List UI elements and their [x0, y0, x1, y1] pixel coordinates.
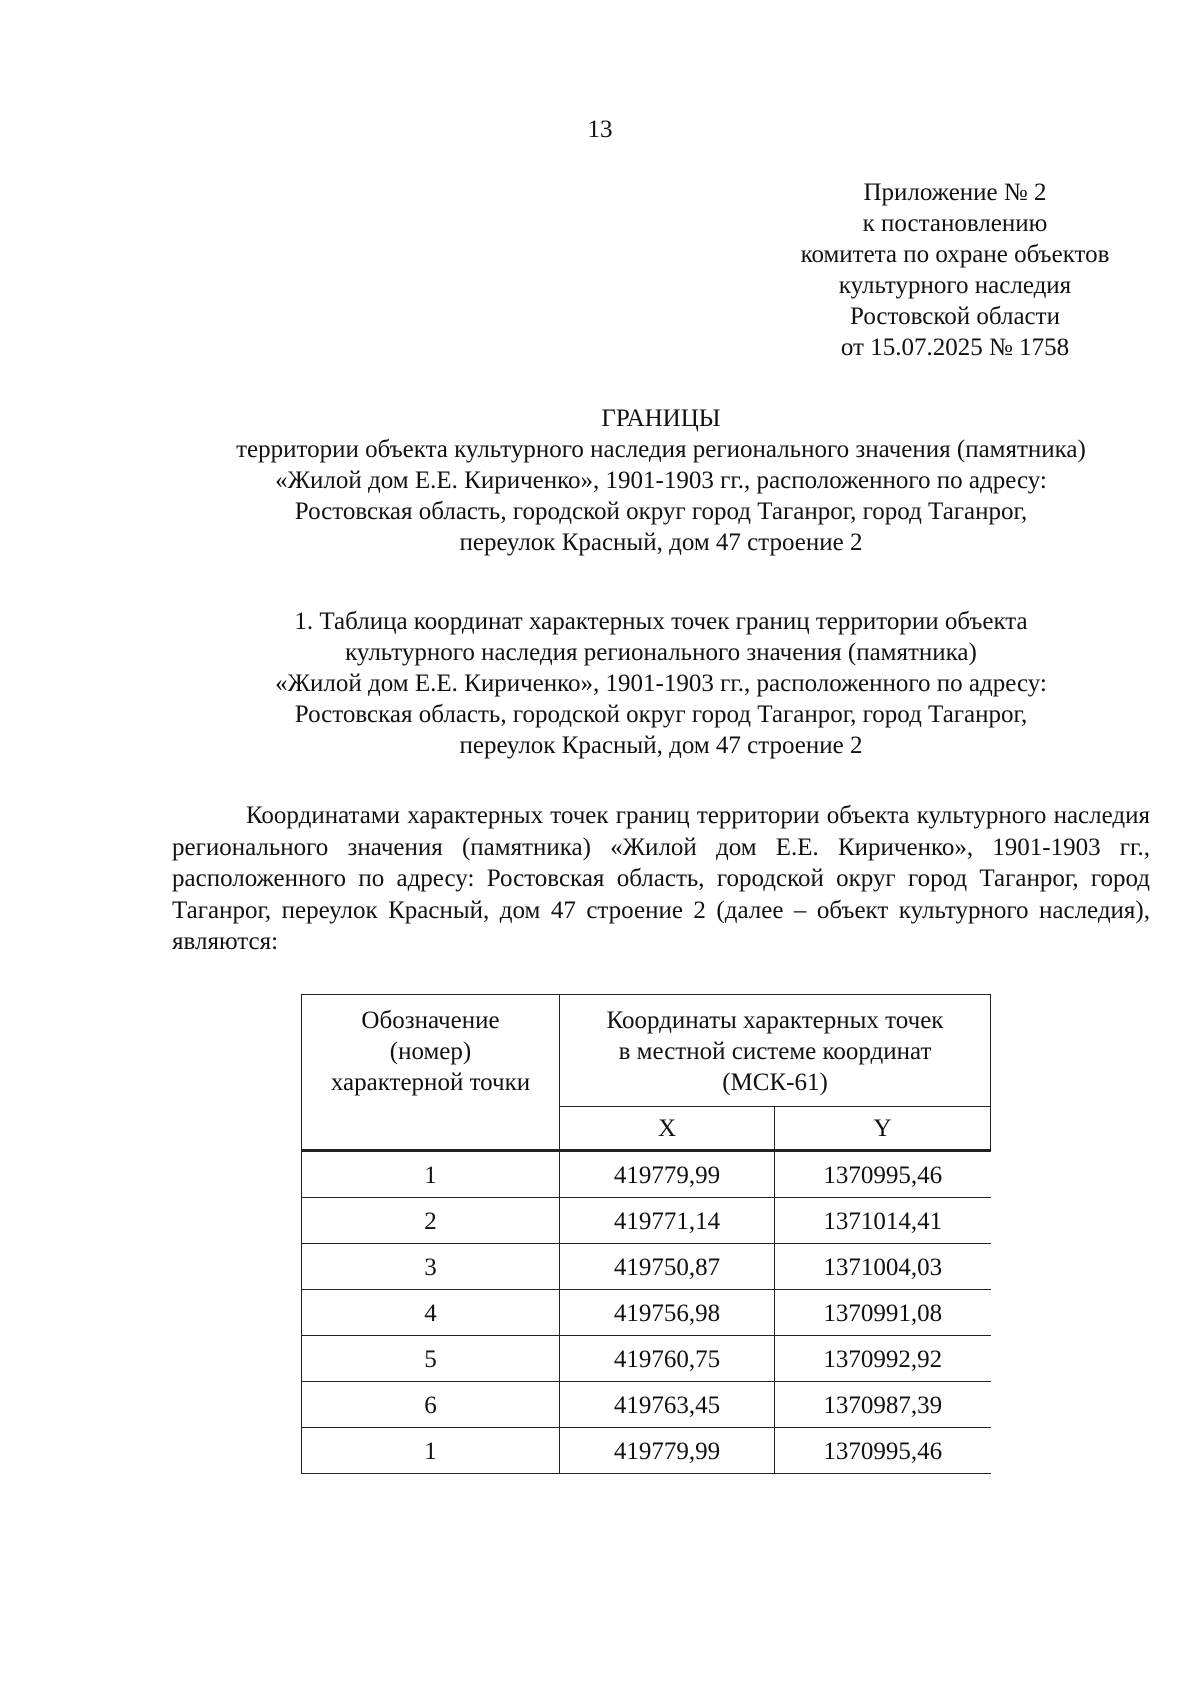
y-cell: 1370987,39 [775, 1382, 991, 1428]
appendix-line: Приложение № 2 [863, 179, 1047, 206]
point-cell: 1 [302, 1151, 560, 1198]
document-subtitle-line: «Жилой дом Е.Е. Кириченко», 1901-1903 гг., расположенного по адресу: [275, 467, 1047, 494]
section-heading-line: культурного наследия регионального значения (памятника) [345, 639, 977, 666]
x-cell: 419779,99 [560, 1151, 775, 1198]
y-cell: 1371004,03 [775, 1244, 991, 1290]
section-heading-line: 1. Таблица координат характерных точек границ территории объекта [294, 608, 1028, 635]
table-header-row [302, 995, 991, 1107]
x-cell: 419779,99 [560, 1428, 775, 1474]
section-heading-line: Ростовская область, городской округ город Таганрог, город Таганрог, [294, 701, 1028, 728]
document-title: ГРАНИЦЫ [601, 405, 721, 432]
point-column-header [302, 995, 560, 1151]
x-cell: 419756,98 [560, 1290, 775, 1336]
point-cell: 3 [302, 1244, 560, 1290]
page-number: 13 [587, 116, 613, 143]
appendix-line: к постановлению [862, 210, 1048, 237]
y-cell: 1370991,08 [775, 1290, 991, 1336]
x-cell: 419760,75 [560, 1336, 775, 1382]
table-row [302, 1336, 991, 1382]
point-cell: 2 [302, 1198, 560, 1244]
table-row [302, 1244, 991, 1290]
x-cell: 419750,87 [560, 1244, 775, 1290]
point-cell: 1 [302, 1428, 560, 1474]
section-heading-line: «Жилой дом Е.Е. Кириченко», 1901-1903 гг., расположенного по адресу: [275, 670, 1047, 697]
header-line: (МСК-61) [722, 1069, 828, 1096]
appendix-line: культурного наследия [838, 272, 1072, 299]
y-column-header: Y [775, 1107, 991, 1151]
table-row [302, 1382, 991, 1428]
y-cell: 1370995,46 [775, 1151, 991, 1198]
point-cell: 4 [302, 1290, 560, 1336]
header-line: в местной системе координат [618, 1038, 932, 1065]
x-cell: 419763,45 [560, 1382, 775, 1428]
header-line: Обозначение [361, 1007, 500, 1034]
table-row [302, 1290, 991, 1336]
section-heading-line: переулок Красный, дом 47 строение 2 [459, 732, 863, 759]
header-line: характерной точки [330, 1069, 531, 1096]
intro-paragraph: Координатами характерных точек границ территории объекта культурного наследия регионального значения (памятника) «Жилой дом Е.Е. Кириченко», 1901-1903 гг., расположенного по адресу: Ростовская область, городской округ город Таганрог, город Таганрог, переулок Красный, дом 47 строение 2 (далее – объект культурного наследия), являются: [172, 802, 1150, 955]
header-line: Координаты характерных точек [606, 1007, 944, 1034]
coordinates-column-header [560, 995, 991, 1107]
section-heading [172, 606, 1150, 761]
x-column-header: X [560, 1107, 775, 1151]
document-heading [172, 403, 1150, 558]
x-cell: 419771,14 [560, 1198, 775, 1244]
y-cell: 1371014,41 [775, 1198, 991, 1244]
point-cell: 6 [302, 1382, 560, 1428]
appendix-line: комитета по охране объектов [800, 241, 1110, 268]
header-line: (номер) [389, 1038, 472, 1065]
table-row [302, 1428, 991, 1474]
appendix-line: от 15.07.2025 № 1758 [840, 334, 1070, 361]
table-row [302, 1151, 991, 1198]
y-cell: 1370995,46 [775, 1428, 991, 1474]
point-cell: 5 [302, 1336, 560, 1382]
appendix-line: Ростовской области [850, 303, 1060, 330]
document-subtitle-line: Ростовская область, городской округ город Таганрог, город Таганрог, [294, 498, 1028, 525]
document-subtitle-line: территории объекта культурного наследия регионального значения (памятника) [236, 436, 1086, 463]
table-row [302, 1198, 991, 1244]
document-subtitle-line: переулок Красный, дом 47 строение 2 [459, 529, 863, 556]
y-cell: 1370992,92 [775, 1336, 991, 1382]
appendix-block [735, 177, 1175, 363]
coordinates-table [301, 994, 991, 1474]
